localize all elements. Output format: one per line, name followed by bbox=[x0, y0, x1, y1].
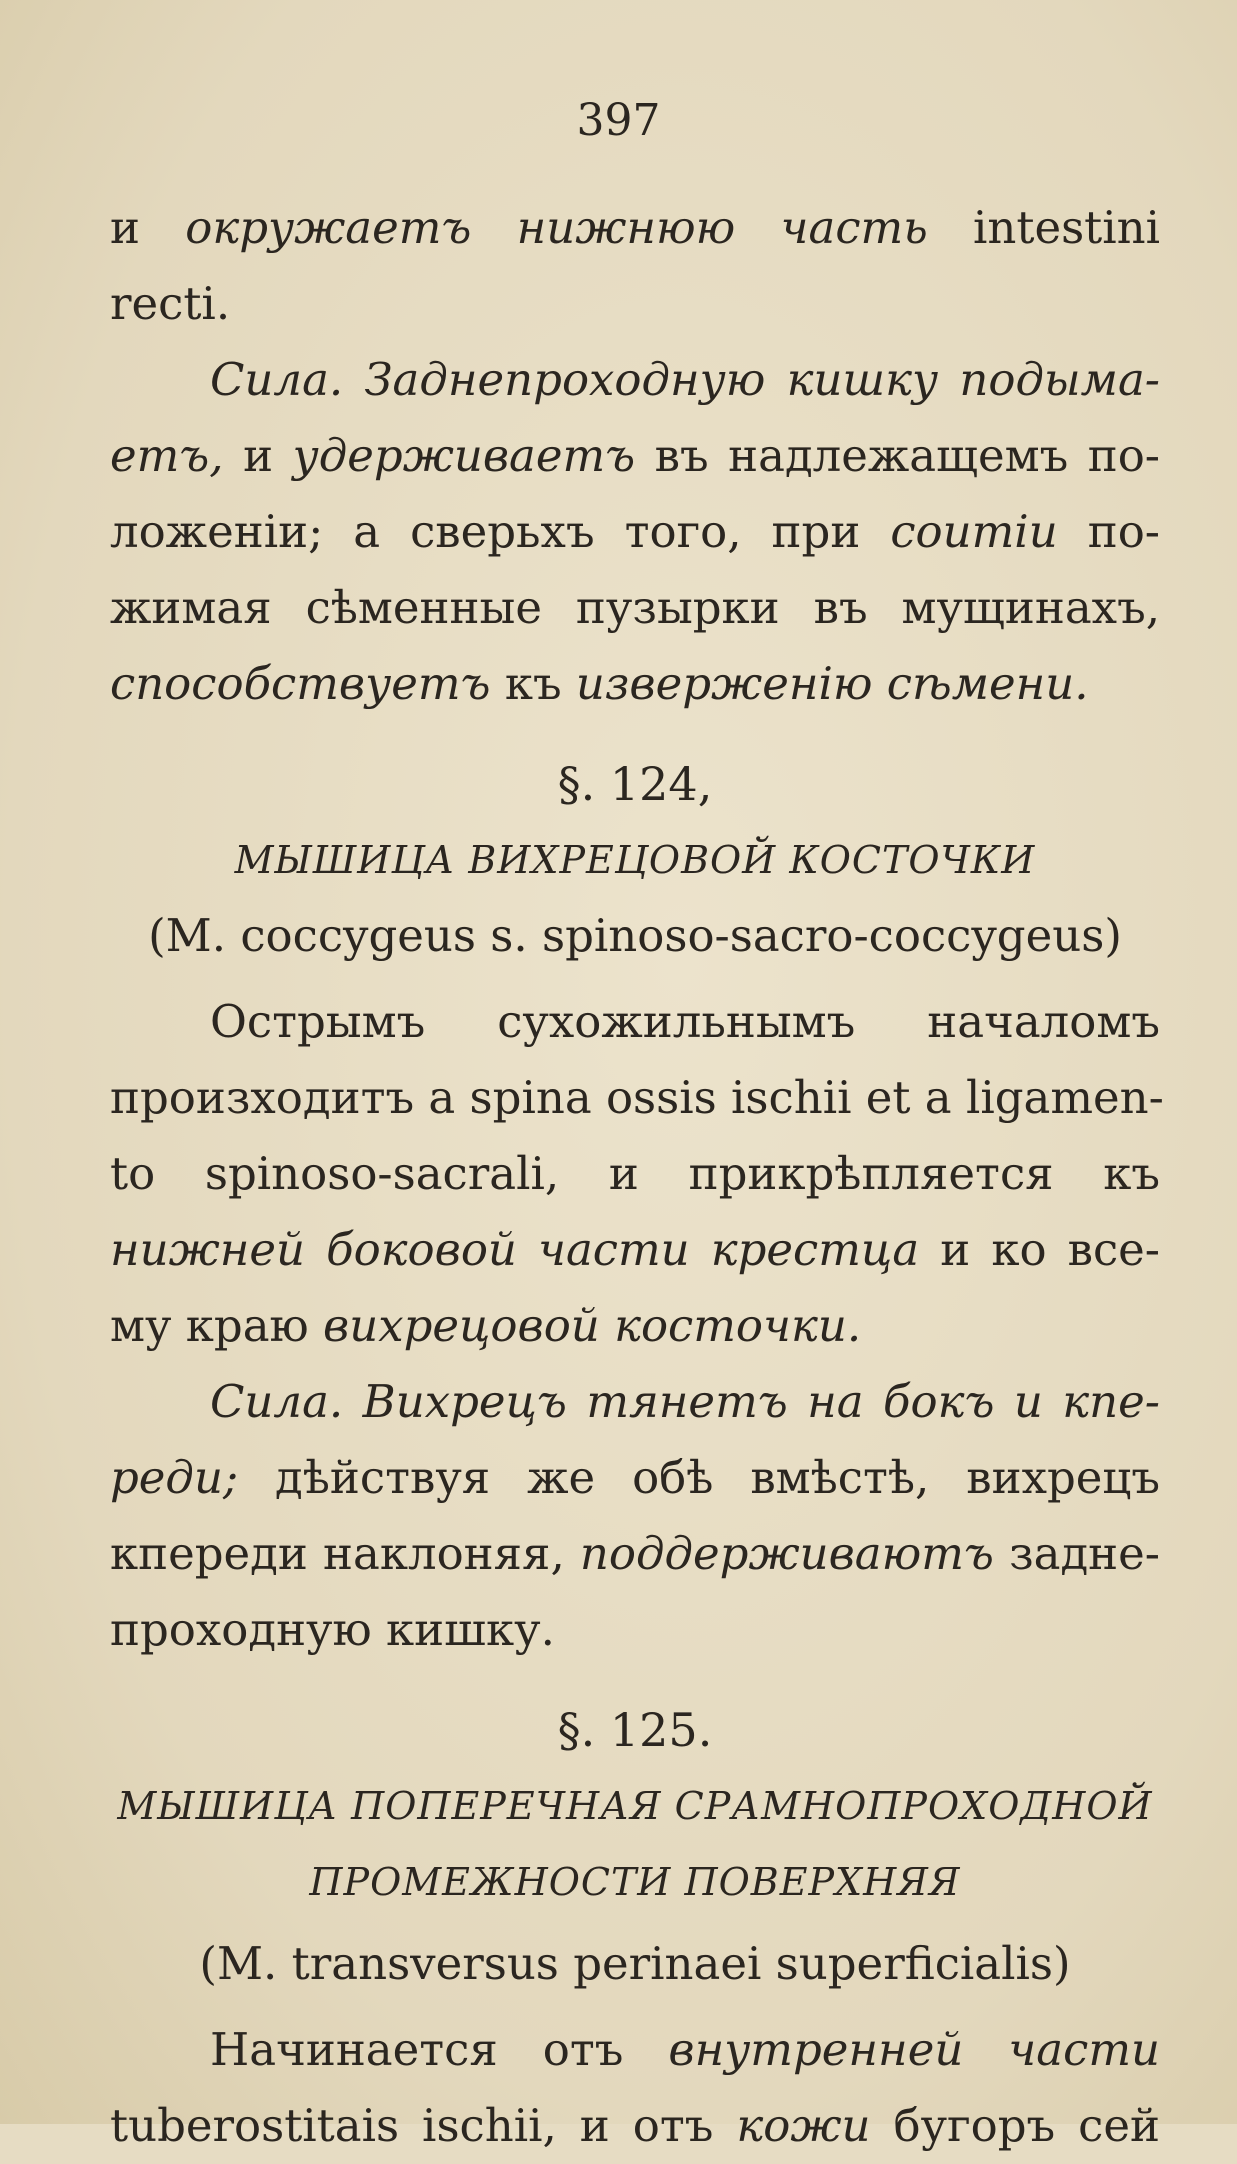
section-number: §. 125. bbox=[557, 1703, 713, 1757]
text-line: recti. bbox=[110, 277, 231, 330]
text-line: tuberostitais ischii, и отъ кожи бугоръ сей bbox=[110, 2099, 1161, 2152]
section-title: МЫШИЦА ПОПЕРЕЧНАЯ СРАМНОПРОХОДНОЙ bbox=[117, 1784, 1153, 1828]
text-line: етъ, и удерживаетъ въ надлежащемъ по- bbox=[110, 429, 1161, 482]
text-line: нижней боковой части крестца и ко все- bbox=[110, 1223, 1160, 1276]
text-line: кпереди наклоняя, поддерживаютъ задне- bbox=[110, 1527, 1161, 1580]
text-line: и окружаетъ нижнюю часть intestini bbox=[110, 201, 1161, 254]
latin-name: (M. coccygeus s. spinoso-sacro-coccygeus) bbox=[148, 909, 1122, 962]
text-line: Острымъ сухожильнымъ началомъ bbox=[210, 995, 1160, 1048]
text-line: Сила. Заднепроходную кишку подыма- bbox=[210, 353, 1161, 406]
text-line: жимая сѣменные пузырки въ мущинахъ, bbox=[110, 581, 1160, 634]
latin-name: (M. transversus perinaei superficialis) bbox=[199, 1937, 1071, 1990]
text-line: Сила. Вихрецъ тянетъ на бокъ и кпе- bbox=[210, 1375, 1160, 1428]
text-line: ложенiи; а сверьхъ того, при соитiи по- bbox=[110, 505, 1160, 558]
text-line: проходную кишку. bbox=[110, 1603, 555, 1656]
text-line: му краю вихрецовой косточки. bbox=[110, 1299, 862, 1352]
text-line: to spinoso-sacrali, и прикрѣпляется къ bbox=[110, 1147, 1160, 1200]
page-text bbox=[110, 190, 1164, 2164]
text-line: реди; дѣйствуя же обѣ вмѣстѣ, вихрецъ bbox=[110, 1451, 1160, 1504]
section-title: МЫШИЦА ВИХРЕЦОВОЙ КОСТОЧКИ bbox=[234, 838, 1036, 882]
text-line: способствуетъ къ изверженiю сѣмени. bbox=[110, 657, 1089, 710]
text-line: произходитъ a spina ossis ischii et a ligamen- bbox=[110, 1071, 1164, 1124]
text-line: Начинается отъ внутренней части bbox=[210, 2023, 1160, 2076]
section-number: §. 124, bbox=[557, 757, 713, 811]
section-title: ПРОМЕЖНОСТИ ПОВЕРХНЯЯ bbox=[309, 1860, 961, 1904]
page-number: 397 bbox=[576, 95, 661, 146]
